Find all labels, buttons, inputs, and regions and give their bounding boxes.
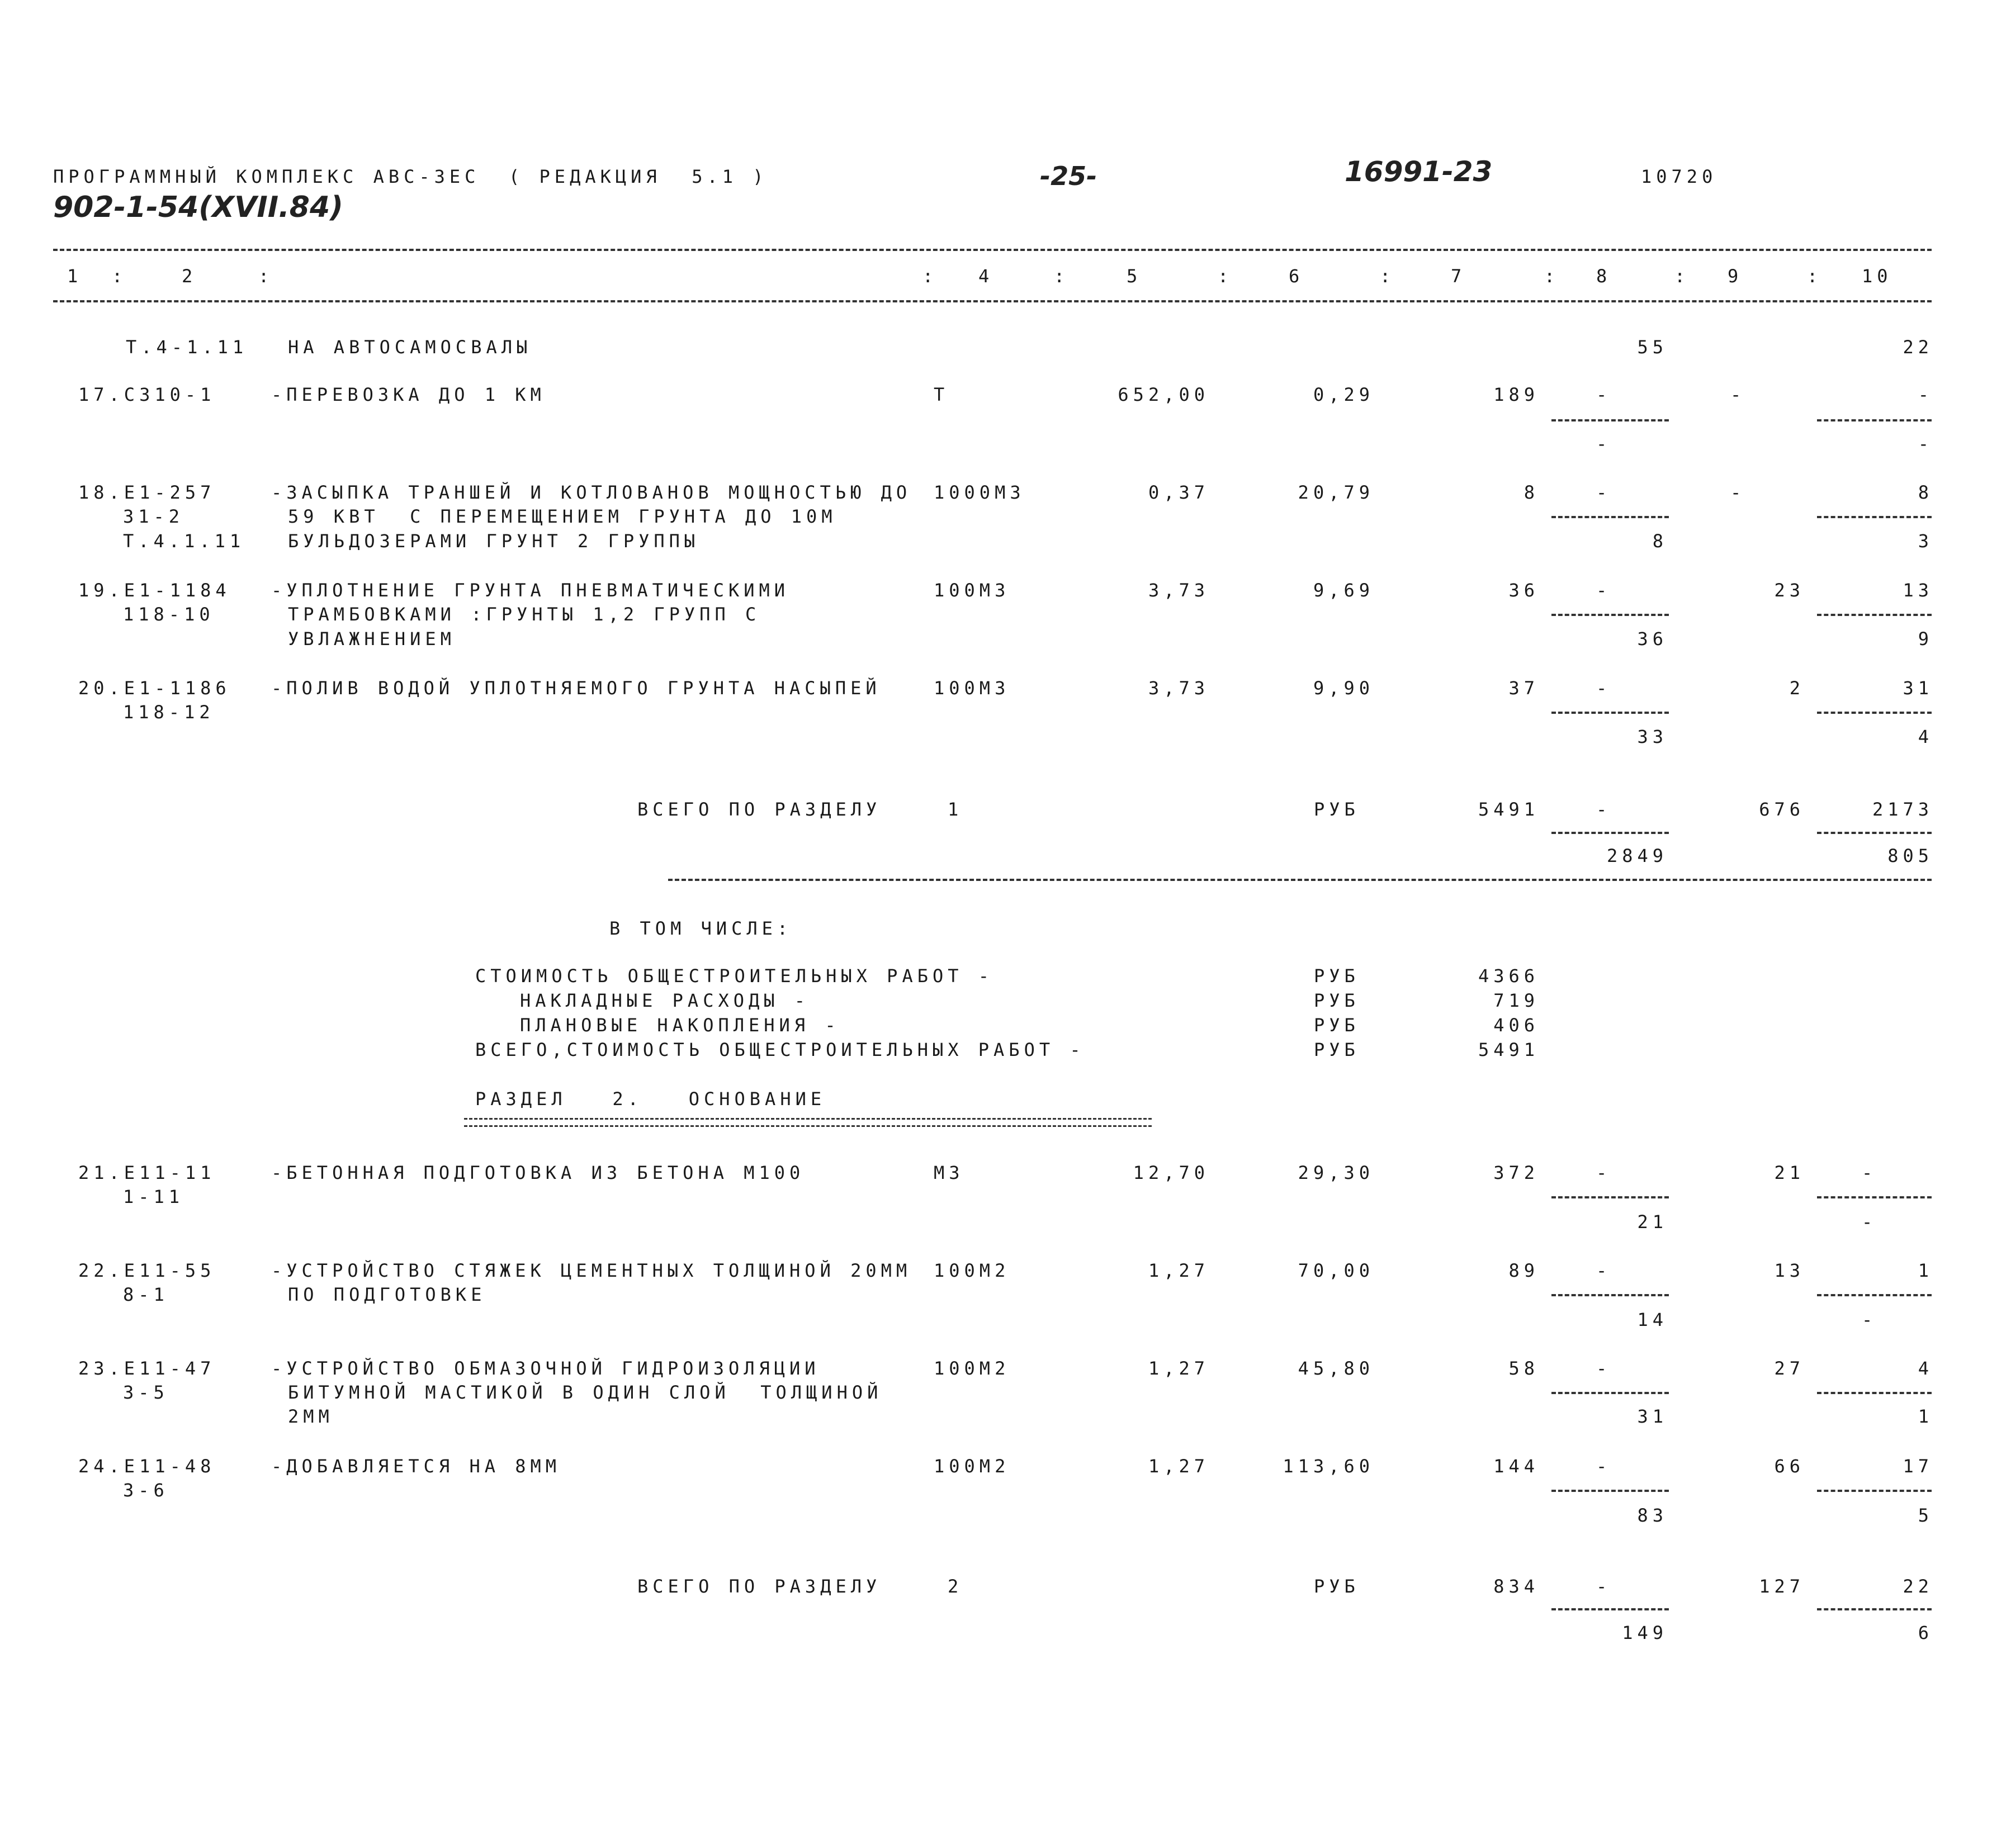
row-total: 189 — [1493, 384, 1539, 405]
row-col10-sub: 3 — [1918, 530, 1933, 552]
section-total-col8: - — [1596, 1576, 1612, 1597]
row-unit: 100М3 — [934, 580, 1010, 601]
row-col8: - — [1596, 384, 1612, 405]
row-text: БИТУМНОЙ МАСТИКОЙ В ОДИН СЛОЙ ТОЛЩИНОЙ — [288, 1382, 883, 1403]
row-col10: 1 — [1918, 1260, 1933, 1281]
row-unit: 100М2 — [934, 1358, 1010, 1379]
col-sep: : — [1054, 266, 1070, 287]
row-text: -ПЕРЕВОЗКА ДО 1 КМ — [271, 384, 546, 405]
row-col10: 17 — [1903, 1456, 1933, 1477]
col-sep: : — [922, 266, 938, 287]
row-text: -ПОЛИВ ВОДОЙ УПЛОТНЯЕМОГО ГРУНТА НАСЫПЕЙ — [271, 677, 881, 699]
row-col10: 31 — [1903, 677, 1933, 699]
row-total: 89 — [1508, 1260, 1539, 1281]
row-text: БУЛЬДОЗЕРАМИ ГРУНТ 2 ГРУППЫ — [288, 530, 700, 552]
col-head-4: 4 — [978, 266, 994, 287]
col-sep: : — [1218, 266, 1233, 287]
row-price: 29,30 — [1298, 1162, 1374, 1183]
section-rule — [668, 879, 1932, 881]
fraction-rule — [1817, 832, 1932, 834]
row-code: Т.4-1.11 — [126, 337, 248, 358]
row-col8-sub: 33 — [1637, 726, 1668, 747]
row-col8: - — [1596, 1162, 1612, 1183]
row-unit: Т — [934, 384, 949, 405]
row-code: 18.Е1-257 — [78, 482, 216, 503]
row-col9: 27 — [1774, 1358, 1805, 1379]
section-total-col10-sub: 805 — [1887, 845, 1933, 866]
row-code: 3-5 — [123, 1382, 169, 1403]
breakdown-title: В ТОМ ЧИСЛЕ: — [609, 918, 793, 939]
row-qty: 12,70 — [1133, 1162, 1209, 1183]
fraction-rule — [1817, 516, 1932, 518]
row-col8-sub: 31 — [1637, 1406, 1668, 1427]
row-unit: 1000М3 — [934, 482, 1025, 503]
col-sep: : — [1674, 266, 1690, 287]
col-sep: : — [1544, 266, 1560, 287]
row-code: 118-10 — [123, 604, 215, 625]
section-heading-underline — [464, 1118, 1152, 1127]
row-col8-sub: 14 — [1637, 1309, 1668, 1330]
row-col8: - — [1596, 1456, 1612, 1477]
row-text: -ЗАСЫПКА ТРАНШЕЙ И КОТЛОВАНОВ МОЩНОСТЬЮ ДО — [271, 482, 912, 503]
col-head-10: 10 — [1862, 266, 1892, 287]
row-code: 118-12 — [123, 702, 215, 723]
row-col10-sub: - — [1862, 1309, 1877, 1330]
section-total-unit: РУБ — [1314, 799, 1360, 820]
row-col8-sub: 8 — [1652, 530, 1668, 552]
breakdown-label: ПЛАНОВЫЕ НАКОПЛЕНИЯ - — [520, 1015, 840, 1036]
fraction-rule — [1551, 832, 1669, 834]
row-col10: 8 — [1918, 482, 1933, 503]
section-total-label: ВСЕГО ПО РАЗДЕЛУ — [637, 1576, 882, 1597]
breakdown-value: 4366 — [1478, 965, 1539, 987]
col-head-1: 1 — [67, 266, 83, 287]
row-qty: 1,27 — [1148, 1358, 1209, 1379]
row-text: 2ММ — [288, 1406, 334, 1427]
row-code: 1-11 — [123, 1186, 184, 1207]
section-total-col9: 127 — [1759, 1576, 1805, 1597]
row-qty: 0,37 — [1148, 482, 1209, 503]
fraction-rule — [1551, 419, 1669, 421]
row-text: -УПЛОТНЕНИЕ ГРУНТА ПНЕВМАТИЧЕСКИМИ — [271, 580, 790, 601]
row-col10: 4 — [1918, 1358, 1933, 1379]
row-price: 70,00 — [1298, 1260, 1374, 1281]
row-text: НА АВТОСАМОСВАЛЫ — [288, 337, 532, 358]
row-text: ТРАМБОВКАМИ :ГРУНТЫ 1,2 ГРУПП С — [288, 604, 761, 625]
section-total-col8-sub: 2849 — [1606, 845, 1668, 866]
row-code: 22.Е11-55 — [78, 1260, 216, 1281]
row-unit: М3 — [934, 1162, 964, 1183]
section-total-number: 2 — [948, 1576, 963, 1597]
row-text: -ДОБАВЛЯЕТСЯ НА 8ММ — [271, 1456, 561, 1477]
row-code: 17.С310-1 — [78, 384, 216, 405]
row-col9: - — [1730, 384, 1746, 405]
row-col9: 21 — [1774, 1162, 1805, 1183]
program-edition: ( РЕДАКЦИЯ 5.1 ) — [509, 166, 768, 187]
fraction-rule — [1817, 419, 1932, 421]
breakdown-value: 406 — [1493, 1015, 1539, 1036]
section-total-col10: 22 — [1903, 1576, 1933, 1597]
row-col10-sub: - — [1918, 433, 1933, 454]
row-total: 372 — [1493, 1162, 1539, 1183]
fraction-rule — [1551, 516, 1669, 518]
fraction-rule — [1817, 614, 1932, 616]
fraction-rule — [1817, 1608, 1932, 1610]
row-text: -УСТРОЙСТВО ОБМАЗОЧНОЙ ГИДРОИЗОЛЯЦИИ — [271, 1358, 820, 1379]
row-col10: 13 — [1903, 580, 1933, 601]
row-col8: - — [1596, 677, 1612, 699]
col-sep: : — [1807, 266, 1823, 287]
fraction-rule — [1551, 1490, 1669, 1492]
row-col9: 13 — [1774, 1260, 1805, 1281]
row-text: -БЕТОННАЯ ПОДГОТОВКА ИЗ БЕТОНА М100 — [271, 1162, 805, 1183]
col-sep: : — [112, 266, 127, 287]
row-price: 0,29 — [1313, 384, 1374, 405]
row-price: 9,90 — [1313, 677, 1374, 699]
breakdown-value: 719 — [1493, 990, 1539, 1011]
breakdown-unit: РУБ — [1314, 1039, 1360, 1060]
section-total-value: 5491 — [1478, 799, 1539, 820]
row-text: ПО ПОДГОТОВКЕ — [288, 1284, 486, 1305]
row-col9: 23 — [1774, 580, 1805, 601]
fraction-rule — [1551, 1196, 1669, 1198]
row-col10: - — [1862, 1162, 1877, 1183]
fraction-rule — [1817, 1196, 1932, 1198]
row-col9: - — [1730, 482, 1746, 503]
section-total-label: ВСЕГО ПО РАЗДЕЛУ — [637, 799, 882, 820]
row-col10-sub: - — [1862, 1211, 1877, 1233]
row-col10-sub: 9 — [1918, 628, 1933, 650]
row-col10-sub: 5 — [1918, 1505, 1933, 1526]
row-total: 58 — [1508, 1358, 1539, 1379]
col-head-2: 2 — [182, 266, 197, 287]
row-price: 45,80 — [1298, 1358, 1374, 1379]
header-rule-bottom — [53, 300, 1932, 302]
col-head-8: 8 — [1596, 266, 1612, 287]
row-code: 23.Е11-47 — [78, 1358, 216, 1379]
row-code: 21.Е11-11 — [78, 1162, 216, 1183]
fraction-rule — [1817, 1490, 1932, 1492]
project-code: 902-1-54(XVII.84) — [53, 191, 343, 224]
row-total: 8 — [1523, 482, 1539, 503]
row-col10-sub: 4 — [1918, 726, 1933, 747]
row-total: 144 — [1493, 1456, 1539, 1477]
section-total-col10: 2173 — [1872, 799, 1933, 820]
row-col10: - — [1918, 384, 1933, 405]
section-total-unit: РУБ — [1314, 1576, 1360, 1597]
row-code: 31-2 — [123, 506, 184, 527]
row-col9: 2 — [1789, 677, 1805, 699]
row-col9: 66 — [1774, 1456, 1805, 1477]
row-unit: 100М2 — [934, 1456, 1010, 1477]
document-code: 10720 — [1641, 166, 1717, 187]
row-code: 20.Е1-1186 — [78, 677, 231, 699]
row-code: 8-1 — [123, 1284, 169, 1305]
col-sep: : — [1380, 266, 1395, 287]
fraction-rule — [1817, 1392, 1932, 1394]
section-total-col8: - — [1596, 799, 1612, 820]
breakdown-label: ВСЕГО,СТОИМОСТЬ ОБЩЕСТРОИТЕЛЬНЫХ РАБОТ - — [475, 1039, 1085, 1060]
document-number: 16991-23 — [1345, 155, 1493, 188]
section-heading: РАЗДЕЛ 2. ОСНОВАНИЕ — [475, 1088, 826, 1110]
row-text: -УСТРОЙСТВО СТЯЖЕК ЦЕМЕНТНЫХ ТОЛЩИНОЙ 20ММ — [271, 1260, 912, 1281]
breakdown-unit: РУБ — [1314, 965, 1360, 987]
section-total-col8-sub: 149 — [1622, 1622, 1668, 1643]
col-head-6: 6 — [1289, 266, 1304, 287]
row-qty: 1,27 — [1148, 1456, 1209, 1477]
row-col8: - — [1596, 482, 1612, 503]
row-col8: - — [1596, 580, 1612, 601]
row-code: 3-6 — [123, 1480, 169, 1501]
fraction-rule — [1817, 1294, 1932, 1296]
section-total-value: 834 — [1493, 1576, 1539, 1597]
row-qty: 3,73 — [1148, 580, 1209, 601]
row-col8: - — [1596, 1260, 1612, 1281]
breakdown-label: СТОИМОСТЬ ОБЩЕСТРОИТЕЛЬНЫХ РАБОТ - — [475, 965, 994, 987]
breakdown-label: НАКЛАДНЫЕ РАСХОДЫ - — [520, 990, 810, 1011]
row-col8-sub: 83 — [1637, 1505, 1668, 1526]
row-qty: 1,27 — [1148, 1260, 1209, 1281]
row-qty: 652,00 — [1118, 384, 1209, 405]
row-qty: 3,73 — [1148, 677, 1209, 699]
fraction-rule — [1551, 1294, 1669, 1296]
breakdown-unit: РУБ — [1314, 990, 1360, 1011]
fraction-rule — [1551, 614, 1669, 616]
row-col10: 22 — [1903, 337, 1933, 358]
row-col8-sub: 36 — [1637, 628, 1668, 650]
section-total-col9: 676 — [1759, 799, 1805, 820]
row-col8-sub: - — [1596, 433, 1612, 454]
col-head-7: 7 — [1451, 266, 1466, 287]
breakdown-unit: РУБ — [1314, 1015, 1360, 1036]
header-rule-top — [53, 249, 1932, 251]
row-col8: - — [1596, 1358, 1612, 1379]
page-number: -25- — [1040, 161, 1097, 191]
row-price: 113,60 — [1283, 1456, 1374, 1477]
row-code: 24.Е11-48 — [78, 1456, 216, 1477]
col-sep: : — [258, 266, 274, 287]
row-col8-sub: 21 — [1637, 1211, 1668, 1233]
fraction-rule — [1551, 1608, 1669, 1610]
row-text: 59 КВТ С ПЕРЕМЕЩЕНИЕМ ГРУНТА ДО 10М — [288, 506, 837, 527]
row-code: Т.4.1.11 — [123, 530, 245, 552]
row-text: УВЛАЖНЕНИЕМ — [288, 628, 456, 650]
row-col8: 55 — [1637, 337, 1668, 358]
row-code: 19.Е1-1184 — [78, 580, 231, 601]
col-head-5: 5 — [1127, 266, 1142, 287]
section-total-col10-sub: 6 — [1918, 1622, 1933, 1643]
program-name: ПРОГРАММНЫЙ КОМПЛЕКС АВС-3ЕС — [53, 166, 480, 187]
fraction-rule — [1551, 1392, 1669, 1394]
breakdown-value: 5491 — [1478, 1039, 1539, 1060]
col-head-9: 9 — [1728, 266, 1743, 287]
row-price: 9,69 — [1313, 580, 1374, 601]
row-col10-sub: 1 — [1918, 1406, 1933, 1427]
fraction-rule — [1551, 712, 1669, 714]
row-price: 20,79 — [1298, 482, 1374, 503]
row-unit: 100М3 — [934, 677, 1010, 699]
fraction-rule — [1817, 712, 1932, 714]
row-total: 37 — [1508, 677, 1539, 699]
row-total: 36 — [1508, 580, 1539, 601]
section-total-number: 1 — [948, 799, 963, 820]
row-unit: 100М2 — [934, 1260, 1010, 1281]
